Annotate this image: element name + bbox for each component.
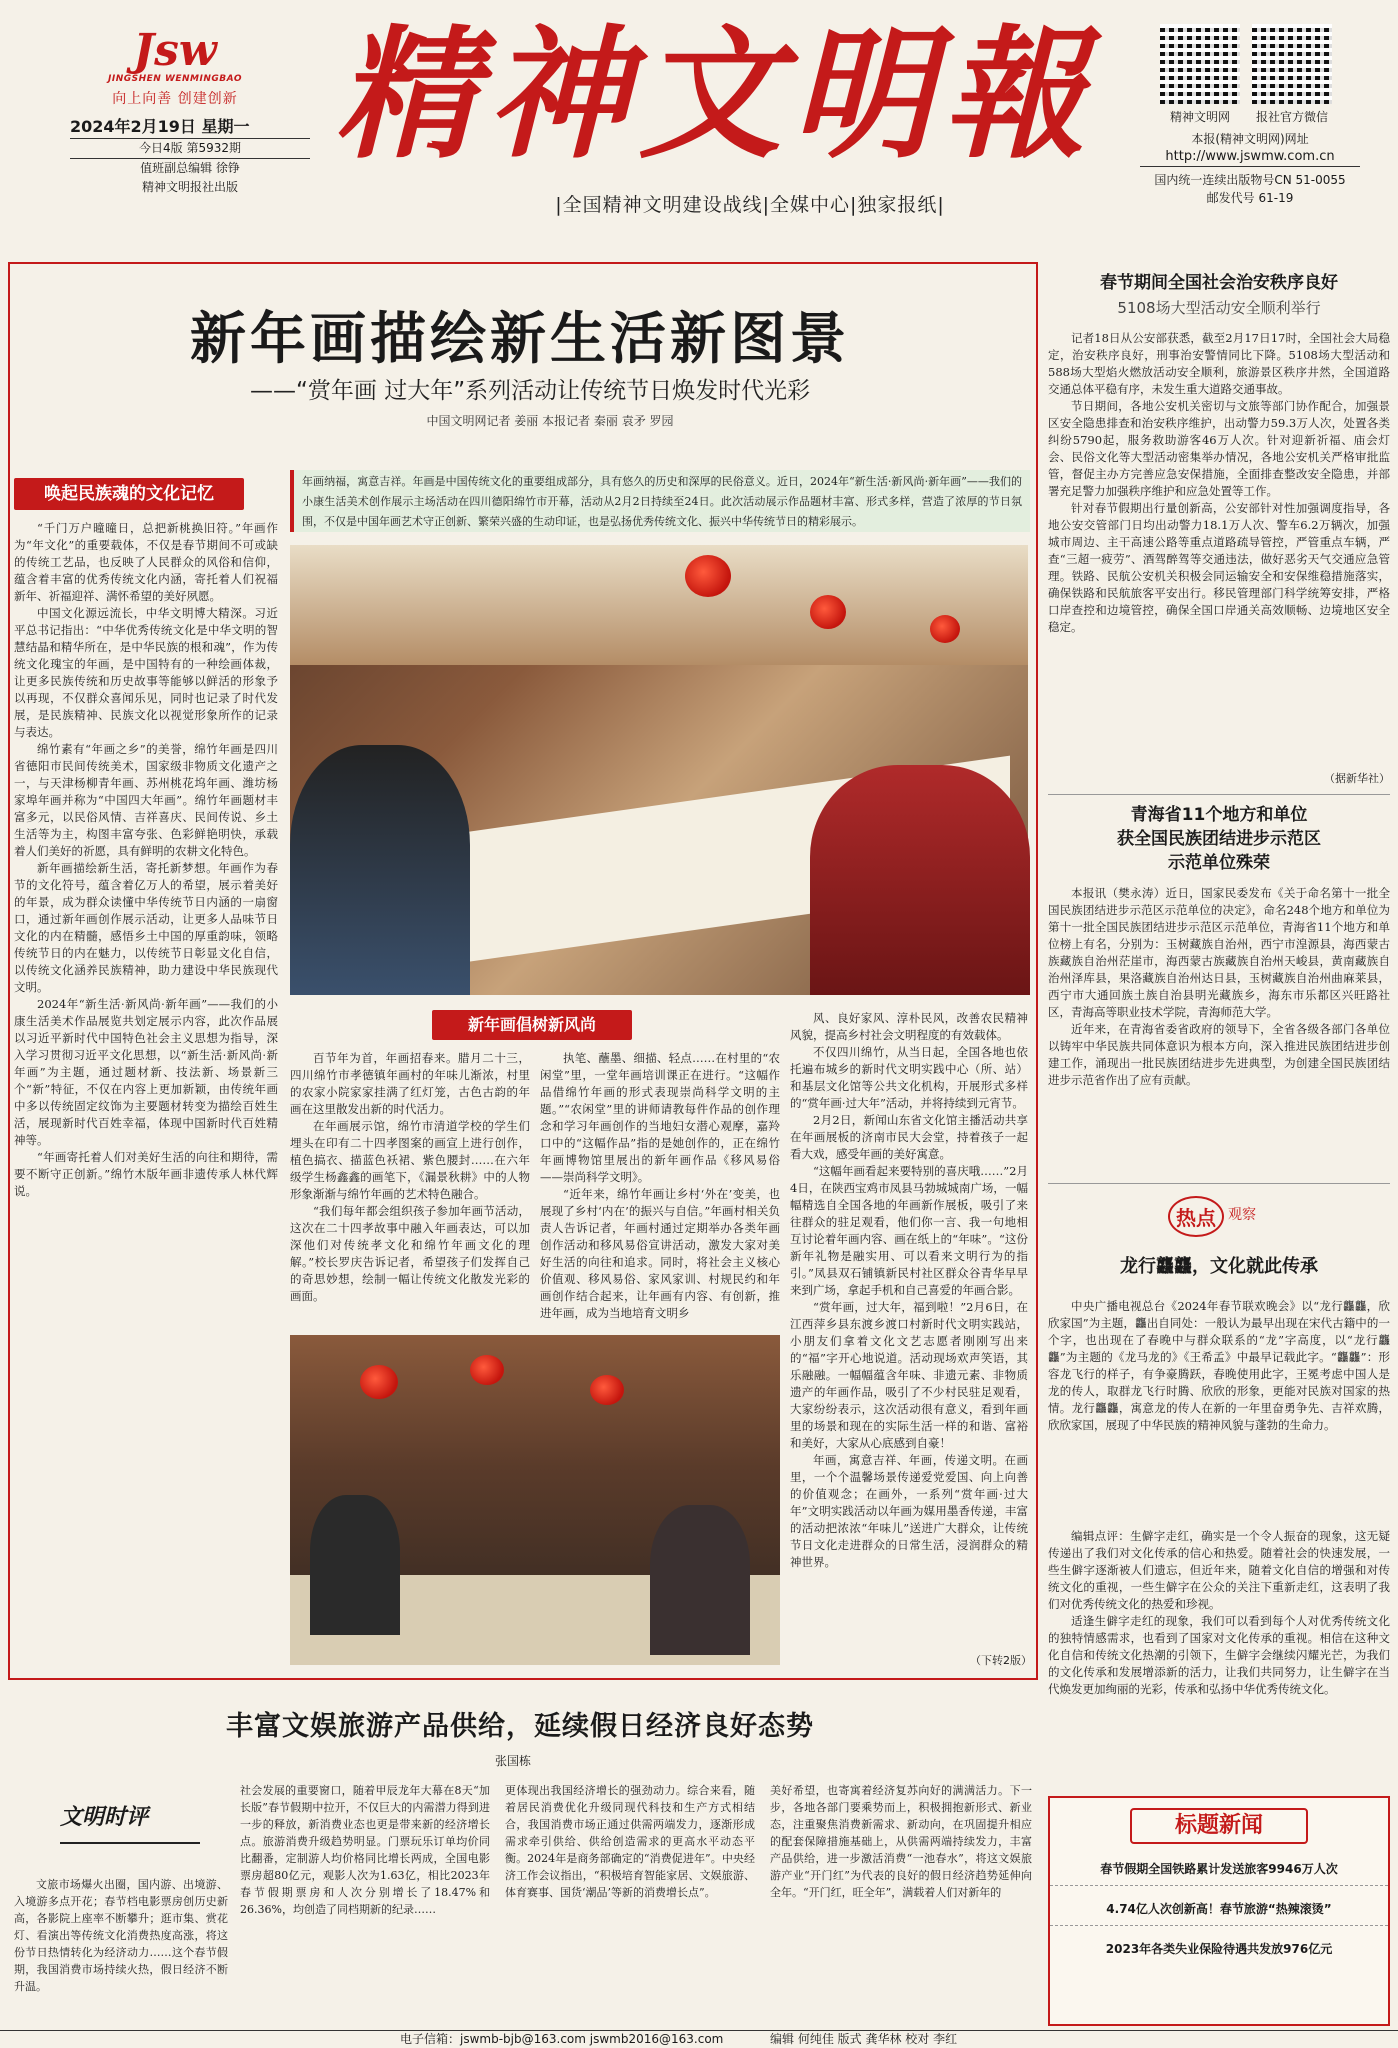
story2-title-line1: 青海省11个地方和单位: [1130, 805, 1308, 825]
lead-col2-p1: 百节年为首，年画招春来。腊月二十三，四川绵竹市孝德镇年画村的年味儿渐浓，村里的农家小院家家挂满了红灯笼，古色古韵的年画在这里散发出新的时代活力。: [290, 1051, 530, 1116]
logo-mark: Jsw: [133, 25, 217, 76]
editor-comment: [1048, 1528, 1390, 1748]
lead-column-2: [290, 1050, 530, 1310]
hot-tag-circle: 热点: [1168, 1196, 1224, 1237]
bottom-col3-text: 更体现出我国经济增长的强劲动力。综合来看，随着居民消费优化升级同现代科技和生产方式相结合，我国消费市场正通过供需两端发力，逐渐形成需求牵引供给、供给创造需求的更高水平动态平衡。2024年是商务部确定的“消费促进年”。中央经济工作会议指出，“积极培育智能家居、文娱旅游、体育赛事、国货‘潮品’等新的消费增长点”。: [505, 1784, 755, 1899]
logo: [85, 25, 265, 108]
story1-source: （据新华社）: [1324, 772, 1390, 785]
lead-col1-p6: “年画寄托着人们对美好生活的向往和期待，需要不断守正创新。”绵竹木版年画非遗传承人林代辉说。: [14, 1150, 278, 1198]
issue-number: 今日4版 第5932期: [70, 139, 310, 159]
bottom-column-3: [505, 1782, 755, 2026]
lead-subhead: ——“赏年画 过大年”系列活动让传统节日焕发时代光彩: [250, 378, 811, 404]
cn-number: 国内统一连续出版物号CN 51-0055: [1154, 173, 1346, 187]
hot-tag: [1048, 1192, 1390, 1236]
lead-headline: 新年画描绘新生活新图景: [190, 307, 850, 372]
story1-p1: 记者18日从公安部获悉，截至2月17日17时，全国社会大局稳定，治安秩序良好，刑事治安警情同比下降。5108场大型活动和588场大型焰火燃放活动安全顺利，旅游景区秩序井然，全国道路交通总体平稳有序，未发生重大道路交通事故。: [1048, 331, 1390, 396]
site-line-1: 本报(精神文明网)网址: [1191, 132, 1309, 146]
issue-publisher: 精神文明报社出版: [141, 180, 238, 194]
story2-body: [1048, 885, 1390, 1175]
story2-p1: 本报讯（樊永涛）近日，国家民委发布《关于命名第十一批全国民族团结进步示范区示范单位的决定》，命名248个地方和单位为第十一批全国民族团结进步示范区示范单位，青海省11个地方和单位榜上有名，分别为：玉树藏族自治州，西宁市湟源县，海西蒙古族藏族自治州茫崖市，海西蒙古族藏族自治州天峻县，黄南藏族自治州泽库县，果洛藏族自治州达日县，玉树藏族自治州曲麻莱县，西宁市大通回族土族自治县明光藏族乡，海东市乐都区兴旺路社区，青海高等职业技术学院，青海师范大学。: [1048, 886, 1390, 1019]
lead-col4-p3: 2月2日，新闻山东省文化馆主播活动共享在年画展板的济南市民大会堂，持着孩子一起看大戏，感受年画的美好寓意。: [790, 1113, 1028, 1161]
lead-col1-p3: 绵竹素有“年画之乡”的美誉，绵竹年画是四川省德阳市民间传统美术，国家级非物质文化遗产之一，与天津杨柳青年画、苏州桃花坞年画、潍坊杨家埠年画并称为“中国四大年画”。绵竹年画题材丰富多元，以民俗风情、吉祥喜庆、民间传说、乡土生活等为主，构图丰富夸张、色彩鲜艳明快，承载着人们美好的祈愿，具有鲜明的农耕文化特色。: [14, 742, 278, 858]
continued-note: （下转2版）: [970, 1654, 1032, 1667]
bottom-col2-text: 社会发展的重要窗口，随着甲辰龙年大幕在8天“加长版”春节假期中拉开，不仅巨大的内需潜力得到进一步的释放，新消费业态也更是带来新的经济增长点。旅游消费升级趋势明显。门票玩乐订单均价同比翻番，定制游人均价格同比增长两成，全国电影票房超80亿元，观影人次为1.63亿，相比2023年春节假期票房和人次分别增长了18.47%和26.36%，均创造了同档期新的纪录……: [240, 1784, 490, 1916]
qr-code-2: [1252, 24, 1332, 104]
footer: [0, 2030, 1398, 2048]
lead-col3-p2: “近年来，绵竹年画让乡村‘外在’变美，也展现了乡村‘内在’的振兴与自信。”年画村相关负责人告诉记者，年画村通过定期举办各类年画创作活动和移风易俗宣讲活动，激发大家对美好生活的向往和追求。同时，将社会主义核心价值观、移风易俗、家风家训、村规民约和年画创作结合起来，让年画有内容、有创新，推进年画，成为当地培育文明乡: [540, 1187, 780, 1320]
logo-pinyin: JINGSHEN WENMINGBAO: [108, 74, 242, 84]
lead-col4-p5: “赏年画，过大年，福到啦！”2月6日，在江西萍乡县东渡乡渡口村新时代文明实践站，小朋友们拿着文化文艺志愿者刚刚写出来的“福”字开心地说道。活动现场欢声笑语，其乐融融。一幅幅蕴含年味、非遗元素、非物质遗产的年画作品，吸引了不少村民驻足观看，大家纷纷表示，这次活动很有意义，看到年画里的场景和现在的实际生活一样的和谐、富裕和美好，大家从心底感到自豪！: [790, 1300, 1028, 1450]
col2-banner-label: 新年画倡树新风尚: [467, 1015, 596, 1034]
lead-col4-p4: “这幅年画看起来要特别的喜庆哦……”2月4日，在陕西宝鸡市凤县马勃城城南广场，一幅幅精选自全国各地的年画新作展板，吸引了来往群众的驻足观看，他们你一言、我一句地相互讨论着年画内容、画在纸上的“年味”。“这份新年礼物是融实用、可以看来文明行为的指引。”凤县双石铺镇新民村社区群众谷青华早早来到广场，拿起手机和自己喜爱的年画合影。: [790, 1164, 1028, 1297]
story1-subtitle: 5108场大型活动安全顺利举行: [1117, 299, 1321, 317]
issue-editor: 值班副总编辑 徐铮: [140, 161, 240, 175]
bottom-headline: 丰富文娱旅游产品供给，延续假日经济良好态势: [226, 1711, 814, 1742]
lead-col2-p3: “我们每年都会组织孩子参加年画节活动，这次在二十四孝故事中融入年画表达，可以加深他们对传统孝文化和绵竹年画文化的理解。”校长罗庆告诉记者，希望孩子们发挥自己的奇思妙想，绘制一幅让传统文化散发光彩的画面。: [290, 1204, 530, 1303]
story2-title-line3: 示范单位殊荣: [1168, 853, 1270, 873]
lead-col1-p5: 2024年“新生活·新风尚·新年画”——我们的小康生活美术作品展览共划定展示内容，此次作品展以习近平新时代中国特色社会主义思想为指导，深入学习贯彻习近平文化思想，以“新生活·新风尚·新年画”为主题，通过题材新、技法新、场景新三个“新”特征，不仅在内容上更加新颖，由传统年画中多以传统固定纹饰为主要题材转变为描绘百姓生活，展现新时代百姓幸福，体现中国新时代百姓精神等。: [14, 997, 278, 1147]
headline-news-box: [1048, 1796, 1390, 2026]
lead-col4-p1: 风、良好家风、淳朴民风，改善农民精神风貌，提高乡村社会文明程度的有效载体。: [790, 1011, 1028, 1042]
headline-news-item-1[interactable]: 春节假期全国铁路累计发送旅客9946万人次: [1050, 1844, 1388, 1886]
sidebar: [1048, 262, 1390, 2042]
col2-banner: [432, 1010, 632, 1040]
second-photo: [290, 1335, 780, 1665]
bottom-column-2: [240, 1782, 490, 2026]
logo-slogan: 向上向善 创建创新: [112, 91, 238, 107]
story2-p2: 近年来，在青海省委省政府的领导下，全省各级各部门各单位以铸牢中华民族共同体意识为根本方向，深入推进民族团结进步创建工作，涌现出一批民族团结进步先进典型，为创建全国民族团结进步示范省作出了应有贡献。: [1048, 1022, 1390, 1087]
story1-body: [1048, 330, 1390, 770]
site-url: http://www.jswmw.com.cn: [1140, 148, 1360, 167]
hot-tag-label: 观察: [1228, 1207, 1256, 1223]
issue-info: [70, 116, 310, 197]
qr1-label: 精神文明网: [1169, 110, 1230, 124]
issue-date: 2024年2月19日 星期一: [70, 116, 310, 139]
site-info: [1140, 130, 1360, 207]
editor-comment-p1: 编辑点评：生僻字走红，确实是一个令人振奋的现象，这无疑传递出了我们对文化传承的信心和热爱。随着社会的快速发展，一些生僻字逐渐被人们遗忘，但近年来，随着文化自信的增强和对传统文化的重视，一些生僻字在公众的关注下重新走红，这表明了我们对优秀传统文化的热爱和珍视。: [1048, 1529, 1390, 1611]
qr-code-1: [1160, 24, 1240, 104]
footer-email: 电子信箱：jswmb-bjb@163.com jswmb2016@163.com: [400, 2032, 724, 2046]
headline-news-label: 标题新闻: [1130, 1808, 1308, 1844]
column-tag-label: 文明时评: [60, 1804, 149, 1830]
story3-body: [1048, 1298, 1390, 1518]
lead-photo: [290, 545, 1028, 995]
story2-title-line2: 获全国民族团结进步示范区: [1117, 829, 1321, 849]
lead-col1-p2: 中国文化源远流长，中华文明博大精深。习近平总书记指出：“中华优秀传统文化是中华文明的智慧结晶和精华所在，是中华民族的根和魂”，作为传统文化瑰宝的年画，是中国特有的一种绘画体裁，让更多民族传统和历史故事等能够以鲜活的形象予以再现，不仅群众喜闻乐见，同时也记录了时代发展，是民族精神、民族文化以视觉形象所作的记录与表达。: [14, 606, 278, 739]
headline-news-item-3[interactable]: 2023年各类失业保险待遇共发放976亿元: [1105, 1942, 1333, 1956]
editor-comment-p2: 适逢生僻字走红的现象，我们可以看到每个人对优秀传统文化的独特情感需求，也看到了国家对文化传承的重视。相信在这种文化自信和传统文化热潮的引领下，生僻字会继续闪耀光芒，为我们的文化传承和发展增添新的活力，让我们共同努力，让生僻字在当代焕发更加绚丽的光彩，传承和弘扬中华优秀传统文化。: [1048, 1614, 1390, 1696]
qr2-label: 报社官方微信: [1255, 110, 1328, 124]
lead-column-3: [540, 1050, 780, 1320]
lead-byline: 中国文明网记者 姜丽 本报记者 秦丽 袁矛 罗园: [426, 414, 674, 428]
lead-column-1: [14, 520, 278, 1660]
lead-col2-p2: 在年画展示馆，绵竹市清道学校的学生们埋头在印有二十四孝图案的画宣上进行创作，植色搞衣、描蓝色袄裙、紫色腰封……在六年级学生杨鑫鑫的画笔下，《漏景秋耕》中的人物形象渐渐与绵竹年画的艺术特色融合。: [290, 1119, 530, 1201]
lead-col3-p1: 执笔、蘸墨、细描、轻点……在村里的“农闲堂”里，一堂年画培训课正在进行。“这幅作品借绵竹年画的形式表现崇尚科学文明的主题。”“农闲堂”里的讲师请教每件作品的创作理念和学习年画创作的当地妇女潜心观摩，嘉羚口中的“这幅作品”指的是她创作的，正在绵竹年画博物馆里展出的新年画作品《移风易俗——崇尚科学文明》。: [540, 1051, 780, 1184]
post-code: 邮发代号 61-19: [1206, 191, 1294, 205]
lead-column-4: [790, 1010, 1028, 1650]
lead-col1-p4: 新年画描绘新生活，寄托新梦想。年画作为春节的文化符号，蕴含着亿万人的希望，展示着美好的年景，成为群众读懂中华传统节日内涵的一扇窗口，通过新年画创作展示活动，让更多人品味节日文化的内在精髓，感悟乡土中国的厚重韵味，领略传统节日的内在魅力，以传统节日彰显文化自信，以传统文化涵养民族精神，助力建设中华民族现代文明。: [14, 861, 278, 994]
story1-p3: 针对春节假期出行量创新高，公安部针对性加强调度指导，各地公安交管部门日均出动警力18.1万人次、警车6.2万辆次，加强城市周边、主干高速公路等重点道路疏导管控，严管重点车辆，严查“三超一疲劳”、酒驾醉驾等交通违法，做好恶劣天气交通应急管理。铁路、民航公安机关积极会同运输安全和安保维稳措施落实，确保铁路和民航旅客平安出行。移民管理部门科学统筹安排，严格口岸查控和边境管控，确保全国口岸通关高效顺畅、边境地区安全稳定。: [1048, 501, 1390, 634]
lead-intro: [290, 470, 1030, 532]
bottom-col4-text: 美好希望，也寄寓着经济复苏向好的满满活力。下一步，各地各部门要乘势而上，积极拥抱新形式、新业态，注重聚焦消费新需求、新动向，在巩固提升相应的配套保障措施基础上，从供需两端持续发力，丰富产品供给，进一步激活消费“一池春水”，将这文娱旅游产业“开门红”为代表的良好的假日经济趋势延伸向全年。“开门红，旺全年”，满载着人们对新年的: [770, 1784, 1032, 1899]
masthead: [0, 0, 1398, 260]
section-nav: |全国精神文明建设战线|全媒中心|独家报纸|: [555, 194, 945, 216]
lead-col4-p2: 不仅四川绵竹，从当日起，全国各地也依托遍布城乡的新时代文明实践中心（所、站）和基层文化馆等公共文化机构，开展形式多样的“赏年画·过大年”活动，并将持续到元宵节。: [790, 1045, 1028, 1110]
column-tag: [60, 1800, 200, 1844]
footer-staff: 编辑 何纯佳 版式 龚华林 校对 李红: [770, 2032, 958, 2046]
bottom-column-1: [14, 1876, 228, 2026]
lead-col4-p6: 年画，寓意吉祥、年画，传递文明。在画里，一个个温馨场景传递爱党爱国、向上向善的价值观念；在画外，一系列“赏年画·过大年”文明实践活动以年画为媒用墨香传递，丰富的活动把浓浓“年味儿”送进广大群众，让传统节日文化走进群众的日常生活，浸润群众的精神世界。: [790, 1453, 1028, 1569]
bottom-col1-text: 文旅市场爆火出圈，国内游、出境游、入境游多点开花；春节档电影票房创历史新高，各影院上座率不断攀升；逛市集、赏花灯、看演出等传统文化消费热度高涨，将这份节日热情转化为经济动力……这个春节假期，我国消费市场持续火热，假日经济不断升温。: [14, 1878, 228, 1993]
lead-col1-p1: “千门万户曈曈日，总把新桃换旧符。”年画作为“年文化”的重要载体，不仅是春节期间不可或缺的传统工艺品，也反映了人民群众的风俗和信仰，蕴含着丰富的优秀传统文化内涵，寄托着人们祝福新年、祈福迎祥、满怀希望的美好夙愿。: [14, 521, 278, 603]
story3-p1: 中央广播电视总台《2024年春节联欢晚会》以“龙行龘龘，欣欣家国”为主题，龘出自同处：一般认为最早出现在宋代古籍中的一个字，也出现在了春晚中与群众联系的“龙”字高度，以“龙行龘龘”为主题的《龙马龙的》《王希孟》中最早记载此字。“龘龘”：形容龙飞行的样子，有争豪腾跃，春晚使用此字，王冕考虑中国人是龙的传人，取群龙飞行时腾、欣欣的形象，更能对民族对国家的热情。龙行龘龘，寓意龙的传人在新的一年里奋勇争先、吉祥欢腾，欣欣家国，展现了中华民族的精神风貌与蓬勃的生命力。: [1048, 1299, 1390, 1432]
bottom-column-4: [770, 1782, 1032, 2026]
newspaper-title: 精神文明報: [335, 12, 1095, 178]
section-tag-label: 唤起民族魂的文化记忆: [44, 484, 214, 504]
lead-intro-text: 年画纳福，寓意吉祥。年画是中国传统文化的重要组成部分，具有悠久的历史和深厚的民俗意义。近日，2024年“新生活·新风尚·新年画”——我们的小康生活美术创作展示主场活动在四川德阳绵竹市开幕，活动从2月2日持续至24日。此次活动展示作品题材丰富、形式多样，营造了浓厚的节日氛围，不仅是中国年画艺术守正创新、繁荣兴盛的生动印证，也是弘扬优秀传统文化、振兴中华传统节日的精彩展示。: [302, 475, 1022, 528]
bottom-byline: 张国栋: [495, 1754, 532, 1768]
story1-title: 春节期间全国社会治安秩序良好: [1100, 273, 1338, 293]
story3-title: 龙行龘龘，文化就此传承: [1120, 1256, 1318, 1277]
story2-title: [1048, 803, 1390, 875]
section-tag: [14, 478, 244, 510]
headline-news-item-2[interactable]: 4.74亿人次创新高！春节旅游“热辣滚烫”: [1050, 1886, 1388, 1926]
story1-p2: 节日期间，各地公安机关密切与文旅等部门协作配合，加强景区安全隐患排查和治安秩序维护，出动警力59.3万人次，处置各类纠纷5790起，服务救助游客46万人次。针对迎新祈福、庙会灯会、民俗文化等大型活动密集举办情况，各地公安机关严格审批监管，督促主办方完善应急安保措施，全面排查整改安全隐患，并部署充足警力加强秩序维护和应急处置等工作。: [1048, 399, 1390, 498]
